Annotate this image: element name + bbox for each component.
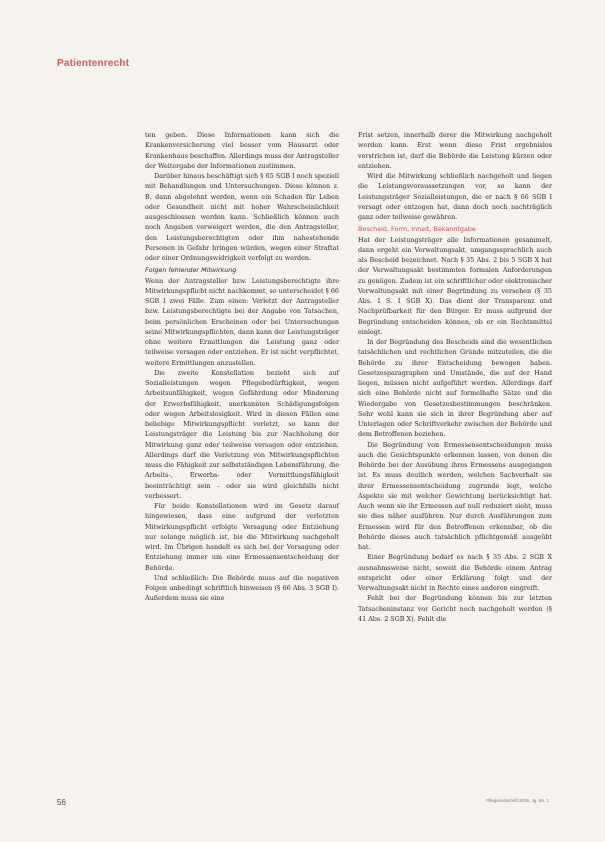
paragraph: Für beide Konstellationen wird im Gesetz darauf hingewiesen, dass eine aufgrund der verletzten Mitwirkungspflicht erfolgte Versagung oder Entziehung nur solange möglich ist, bis die Mitwirkung nachgeholt wird. Im Übrigen handelt es sich bei der Versagung oder Entziehung immer um eine Ermessensentscheidung der Behörde. xyxy=(145,502,339,572)
left-column xyxy=(145,130,339,604)
paragraph: Darüber hinaus beschäftigt sich § 65 SGB I noch speziell mit Behandlungen und Untersuchungen. Diese können z. B. dann abgelehnt werden, wenn ein Schaden für Leben oder Gesundheit nicht mit hoher Wahrscheinlichkeit ausgeschlossen werden kann. Schließlich können auch noch Angaben verweigert werden, die den Antragsteller, den Leistungsberechtigten oder ihm nahestehende Personen in Gefahr bringen würden, wegen einer Straftat oder einer Ordnungswidrigkeit verfolgt zu werden. xyxy=(145,172,339,262)
subheading: Bescheid, Form, Inhalt, Bekanntgabe xyxy=(358,225,476,234)
paragraph: Und schließlich: Die Behörde muss auf die negativen Folgen unbedingt schriftlich hinweisen (§ 66 Abs. 3 SGB I). Außerdem muss sie eine xyxy=(145,573,339,603)
paragraph: Die Begründung von Ermessensentscheidungen muss auch die Gesichtspunkte erkennen lassen, von denen die Behörde bei der Ausübung ihres Ermessens ausgegangen ist. Es muss deutlich werden, welchen Sachverhalt sie ihrer Ermessensentscheidung zugrunde legt, welche Aspekte sie mit welcher Gewichtung berücksichtigt hat. Auch wenn sie ihr Ermessen auf null reduziert sieht, muss sie dies näher ausführen. Nur durch Ausführungen zum Ermessen wird für den Betroffenen erkennbar, ob die Behörde dieses auch tatsächlich pflichtgemäß ausgeübt hat. xyxy=(358,440,552,551)
paragraph: Frist setzen, innerhalb derer die Mitwirkung nachgeholt werden kann. Erst wenn diese Frist ergebnislos verstrichen ist, darf die Behörde die Leistung kürzen oder entziehen. xyxy=(358,131,552,170)
page-number: 56 xyxy=(57,798,66,807)
subheading: Folgen fehlender Mitwirkung xyxy=(145,266,237,275)
paragraph: ten geben. Diese Informationen kann sich die Krankenversicherung viel besser vom Hausarzt oder Krankenhaus beschaffen. Allerdings muss der Antragsteller der Weitergabe der Informationen zustimmen. xyxy=(145,131,339,170)
right-column xyxy=(358,130,552,624)
paragraph: Hat der Leistungsträger alle Informationen gesammelt, dann ergeht ein Verwaltungsakt, umgangssprachlich auch als Bescheid bezeichnet. Nach § 35 Abs. 2 bis 5 SGB X hat der Verwaltungsakt bestimmten formalen Anforderungen zu genügen. Zudem ist ein schriftlicher oder elektronischer Verwaltungsakt mit einer Begründung zu versehen (§ 35 Abs. 1 S. 1 SGB X). Das dient der Transparenz und Nachprüfbarkeit für den Bürger. Er muss aufgrund der Begründung entscheiden können, ob er ein Rechtsmittel einlegt. xyxy=(358,235,552,336)
paragraph: Einer Begründung bedarf es nach § 35 Abs. 2 SGB X ausnahmsweise nicht, soweit die Behörde einem Antrag entspricht oder einer Erklärung folgt und der Verwaltungsakt nicht in Rechte eines anderen eingreift. xyxy=(358,553,552,592)
paragraph: Wenn der Antragsteller bzw. Leistungsberechtigte ihre Mitwirkungspflicht nicht nachkommt, so unterscheidet § 66 SGB I zwei Fälle. Zum einen: Verletzt der Antragsteller bzw. Leistungsberechtigte bei der Angabe von Tatsachen, beim persönlichen Erscheinen oder bei Untersuchungen seine Mitwirkungspflichten, dann kann der Leistungsträger ohne weitere Ermittlungen die Leistung ganz oder teilweise versagen oder entziehen. Er ist nicht verpflichtet, weitere Ermittlungen anzustellen. xyxy=(145,276,339,367)
paragraph: Die zweite Konstellation bezieht sich auf Sozialleistungen wegen Pflegebedürftigkeit, wegen Arbeitsunfähigkeit, wegen Gefährdung oder Minderung der Erwerbsfähigkeit, anerkannten Schädigungsfolgen oder wegen Arbeitslosigkeit. Wird in diesen Fällen eine beliebige Mitwirkungspflicht verletzt, so kann der Leistungsträger die Leistung bis zur Nachholung der Mitwirkung ganz oder teilweise versagen oder entziehen. Allerdings darf die Verletzung von Mitwirkungspflichten muss die Fähigkeit zur selbstständigen Lebensführung, die Arbeits-, Erwerbs- oder Vermittlungsfähigkeit beeinträchtigt sein – oder sie wird gleichfalls nicht verbessert. xyxy=(145,368,339,500)
paragraph: Fehlt bei der Begründung können bis zur letzten Tatsacheninstanz vor Gericht noch nachgeholt werden (§ 41 Abs. 2 SGB X). Fehlt die xyxy=(358,594,552,623)
paragraph: In der Begründung des Bescheids sind die wesentlichen tatsächlichen und rechtlichen Gründe mitzuteilen, die die Behörde zu ihrer Entscheidung bewogen haben. Gesetzesparagraphen und Umstände, die auf der Hand liegen, müssen nicht aufgeführt werden. Allerdings darf sich eine Behörde nicht auf formelhafte Sätze und die Wiedergabe von Gesetzesbestimmungen beschränken. Sehr wohl kann sie sich in ihrer Begründung aber auf Unterlagen oder Schriftverkehr zwischen der Behörde und dem Betroffenen beziehen. xyxy=(358,338,552,439)
footer-source: Pflegezeitschrift 2016, Jg. 69, 1 xyxy=(486,798,549,803)
section-label: Patientenrecht xyxy=(57,58,130,69)
paragraph: Wird die Mitwirkung schließlich nachgeholt und liegen die Leistungsvoraussetzungen vor, so kann der Leistungsträger Sozialleistungen, die er nach § 66 SGB I versagt oder entzogen hat, dann doch noch nachträglich ganz oder teilweise gewähren. xyxy=(358,172,552,221)
